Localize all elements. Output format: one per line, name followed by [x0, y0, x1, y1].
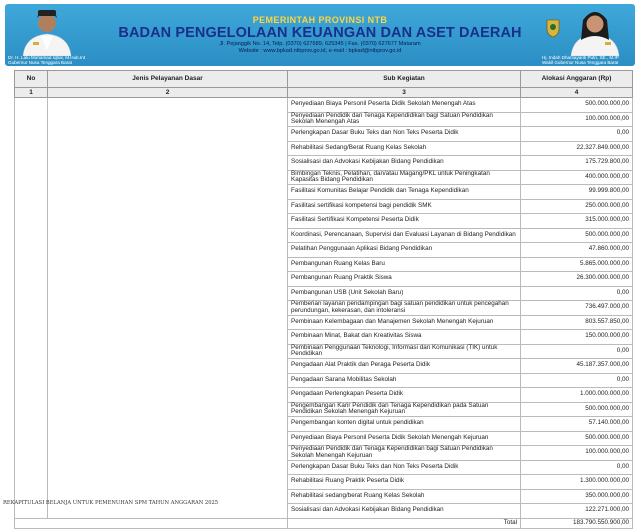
sub-activity-cell: Penyediaan Pendidik dan Tenaga Kependidikan bagi Satuan Pendidikan Sekolah Menengah Kejuruan: [288, 446, 521, 461]
vice-governor-name: Hj. Indah Dhamayanti Putri, SE., M.IP: [542, 55, 619, 60]
agency-name: BADAN PENGELOLAAN KEUANGAN DAN ASET DAERAH: [118, 25, 522, 41]
sub-activity-cell: Fasilitasi Sertifikasi Kompetensi Peserta Didik: [288, 214, 521, 229]
budget-amount-cell: 100.000.000,00: [521, 112, 633, 127]
sub-activity-cell: Penyediaan Biaya Personil Peserta Didik Sekolah Menengah Atas: [288, 98, 521, 113]
document-footer: REKAPITULASI BELANJA UNTUK PEMENUHAN SPM TAHUN ANGGARAN 2025: [3, 500, 219, 506]
governor-title: Gubernur Nusa Tenggara Barat: [8, 60, 73, 66]
header-budget: Alokasi Anggaran (Rp): [521, 71, 633, 88]
sub-activity-cell: Penyediaan Biaya Personil Peserta Didik Sekolah Menengah Kejuruan: [288, 431, 521, 446]
vice-governor-photo: [567, 6, 623, 56]
budget-amount-cell: 350.000.000,00: [521, 489, 633, 504]
budget-amount-cell: 122.271.000,00: [521, 504, 633, 519]
sub-activity-cell: Pengadaan Perlengkapan Peserta Didik: [288, 388, 521, 403]
sub-activity-cell: Rehabilitasi Ruang Praktik Peserta Didik: [288, 475, 521, 490]
budget-amount-cell: 0,00: [521, 286, 633, 301]
budget-amount-cell: 47.860.000,00: [521, 243, 633, 258]
total-value: 183.790.550.900,00: [521, 518, 633, 528]
column-number: 4: [521, 88, 633, 98]
budget-amount-cell: 315.000.000,00: [521, 214, 633, 229]
sub-activity-cell: Pengadaan Alat Praktik dan Peraga Peserta Didik: [288, 359, 521, 374]
budget-amount-cell: 736.497.000,00: [521, 301, 633, 316]
address-line: Jl. Pejanggik No. 14, Telp. (0370) 627689, 625345 | Fax. (0370) 627677 Mataram: [219, 41, 421, 47]
budget-amount-cell: 500.000.000,00: [521, 228, 633, 243]
total-label: Total: [288, 518, 521, 528]
sub-activity-cell: Pengadaan Sarana Mobilitas Sekolah: [288, 373, 521, 388]
sub-activity-cell: Pengembangan Karir Pendidik dan Tenaga Kependidikan pada Satuan Pendidikan Sekolah Menengah Kejuruan: [288, 402, 521, 417]
budget-amount-cell: 500.000.000,00: [521, 98, 633, 113]
budget-amount-cell: 5.865.000.000,00: [521, 257, 633, 272]
column-number: 2: [48, 88, 288, 98]
budget-amount-cell: 150.000.000,00: [521, 330, 633, 345]
budget-amount-cell: 45.187.357.000,00: [521, 359, 633, 374]
sub-activity-cell: Bimbingan Teknis, Pelatihan, dan/atau Magang/PKL untuk Peningkatan Kapasitas Bidang Pendidikan: [288, 170, 521, 185]
sub-activity-cell: Pembinaan Penggunaan Teknologi, Informasi dan Komunikasi (TIK) untuk Pendidikan: [288, 344, 521, 359]
column-number: 1: [15, 88, 48, 98]
header-no: No: [15, 71, 48, 88]
sub-activity-cell: Pengembangan konten digital untuk pendidikan: [288, 417, 521, 432]
budget-amount-cell: 22.327.849.000,00: [521, 141, 633, 156]
header-service-type: Jenis Pelayanan Dasar: [48, 71, 288, 88]
budget-amount-cell: 1.300.000.000,00: [521, 475, 633, 490]
budget-amount-cell: 400.000.000,00: [521, 170, 633, 185]
sub-activity-cell: Fasilitasi Komunitas Belajar Pendidik dan Tenaga Kependidikan: [288, 185, 521, 200]
budget-amount-cell: 99.999.800,00: [521, 185, 633, 200]
vice-governor-title: Wakil Gubernur Nusa Tenggara Barat: [542, 60, 619, 66]
header-sub-activity: Sub Kegiatan: [288, 71, 521, 88]
sub-activity-cell: Pembangunan USB (Unit Sekolah Baru): [288, 286, 521, 301]
sub-activity-cell: Pembangunan Ruang Praktik Siswa: [288, 272, 521, 287]
table-body: [15, 98, 633, 529]
budget-amount-cell: 26.300.000.000,00: [521, 272, 633, 287]
sub-activity-cell: Pembinaan Minat, Bakat dan Kreativitas Siswa: [288, 330, 521, 345]
letterhead-banner: [5, 4, 635, 66]
sub-activity-cell: Pemberian layanan pendampingan bagi satuan pendidikan untuk pencegahan perundungan, kekerasan, dan intoleransi: [288, 301, 521, 316]
vice-governor-caption: [542, 55, 632, 66]
budget-amount-cell: 803.557.850,00: [521, 315, 633, 330]
spm-budget-table: [14, 70, 633, 529]
budget-amount-cell: 57.140.000,00: [521, 417, 633, 432]
budget-amount-cell: 175.729.800,00: [521, 156, 633, 171]
sub-activity-cell: Perlengkapan Dasar Buku Teks dan Non Teks Peserta Didik: [288, 460, 521, 475]
budget-amount-cell: 0,00: [521, 344, 633, 359]
sub-activity-cell: Koordinasi, Perencanaan, Supervisi dan Evaluasi Layanan di Bidang Pendidikan: [288, 228, 521, 243]
governor-photo: [19, 6, 75, 56]
budget-amount-cell: 0,00: [521, 127, 633, 142]
web-line: Website : www.bpkad.ntbprov.go.id, e-mail : bpkad@ntbprov.go.id: [238, 48, 402, 54]
sub-activity-cell: Fasilitasi sertifikasi kompetensi bagi pendidik SMK: [288, 199, 521, 214]
budget-amount-cell: 0,00: [521, 460, 633, 475]
budget-amount-cell: 0,00: [521, 373, 633, 388]
sub-activity-cell: Pembangunan Ruang Kelas Baru: [288, 257, 521, 272]
total-spacer: [15, 518, 288, 528]
sub-activity-cell: Penyediaan Pendidik dan Tenaga Kependidikan bagi Satuan Pendidikan Sekolah Menengah Atas: [288, 112, 521, 127]
sub-activity-cell: Sosialisasi dan Advokasi Kebijakan Bidang Pendidikan: [288, 156, 521, 171]
service-type-cell: [48, 98, 288, 519]
budget-amount-cell: 250.000.000,00: [521, 199, 633, 214]
total-row: [15, 518, 633, 528]
budget-amount-cell: 100.000.000,00: [521, 446, 633, 461]
sub-activity-cell: Rehabilitasi Sedang/Berat Ruang Kelas Sekolah: [288, 141, 521, 156]
table-row: [15, 98, 633, 113]
column-number: 3: [288, 88, 521, 98]
government-name: PEMERINTAH PROVINSI NTB: [252, 15, 388, 25]
budget-amount-cell: 500.000.000,00: [521, 402, 633, 417]
sub-activity-cell: Pelatihan Penggunaan Aplikasi Bidang Pendidikan: [288, 243, 521, 258]
governor-caption: [8, 55, 98, 66]
budget-amount-cell: 1.000.000.000,00: [521, 388, 633, 403]
governor-name: Dr. H. Lalu Muhamad Iqbal, M.Hub.Int: [8, 55, 86, 60]
row-number-cell: [15, 98, 48, 519]
sub-activity-cell: Sosialisasi dan Advokasi Kebijakan Bidang Pendidikan: [288, 504, 521, 519]
sub-activity-cell: Pembinaan Kelembagaan dan Manajemen Sekolah Menengah Kejuruan: [288, 315, 521, 330]
sub-activity-cell: Perlengkapan Dasar Buku Teks dan Non Teks Peserta Didik: [288, 127, 521, 142]
sub-activity-cell: Rehabilitasi sedang/berat Ruang Kelas Sekolah: [288, 489, 521, 504]
budget-amount-cell: 500.000.000,00: [521, 431, 633, 446]
